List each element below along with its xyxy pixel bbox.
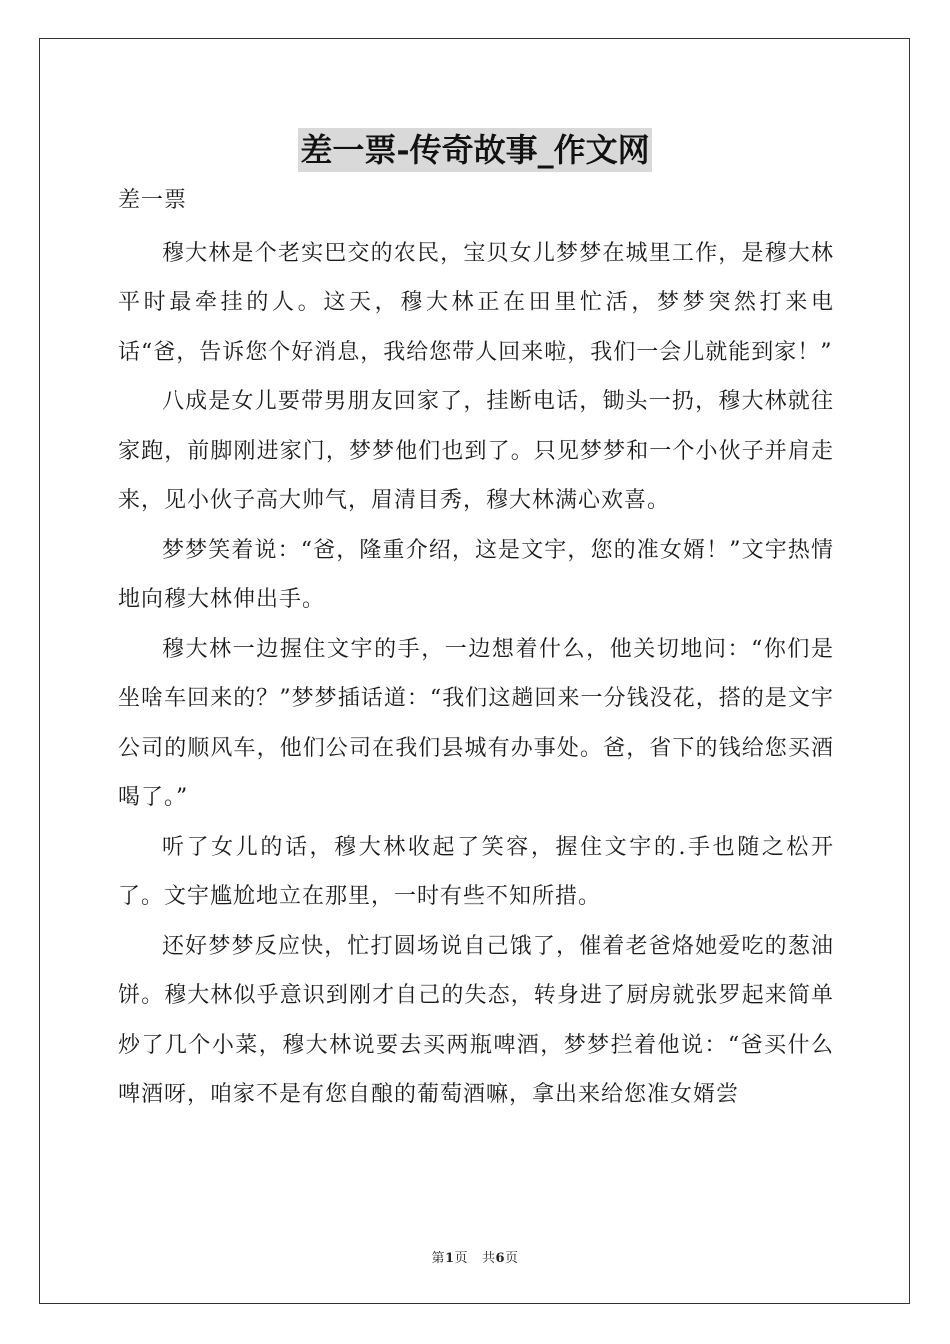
document-title [0, 128, 950, 178]
page-number-current: 1 [444, 1251, 455, 1266]
paragraph: 穆大林一边握住文宇的手，一边想着什么，他关切地问：“你们是坐啥车回来的？”梦梦插话道：“我们这趟回来一分钱没花，搭的是文宇公司的顺风车，他们公司在我们县城有办事处。爸，省下的钱给您买酒喝了。” [118, 636, 834, 810]
paragraph: 还好梦梦反应快，忙打圆场说自己饿了，催着老爸烙她爱吃的葱油饼。穆大林似乎意识到刚才自己的失态，转身进了厨房就张罗起来简单炒了几个小菜，穆大林说要去买两瓶啤酒，梦梦拦着他说：“爸买什么啤酒呀，咱家不是有您自酿的葡萄酒嘛，拿出来给您准女婿尝 [118, 933, 834, 1107]
story-subtitle: 差一票 [118, 188, 188, 213]
paragraph: 听了女儿的话，穆大林收起了笑容，握住文宇的.手也随之松开了。文宇尴尬地立在那里，一时有些不知所措。 [118, 834, 834, 909]
page-total-count: 6 [495, 1251, 506, 1266]
page-total-prefix: 共 [481, 1251, 496, 1266]
paragraph: 梦梦笑着说：“爸，隆重介绍，这是文宇，您的准女婿！”文宇热情地向穆大林伸出手。 [118, 537, 834, 612]
page-total-suffix: 页 [505, 1251, 519, 1266]
page-footer [0, 1247, 950, 1266]
document-body [118, 176, 834, 1120]
paragraph: 穆大林是个老实巴交的农民，宝贝女儿梦梦在城里工作，是穆大林平时最牵挂的人。这天，穆大林正在田里忙活，梦梦突然打来电话“爸，告诉您个好消息，我给您带人回来啦，我们一会儿就能到家！” [118, 240, 834, 365]
paragraph: 八成是女儿要带男朋友回家了，挂断电话，锄头一扔，穆大林就往家跑，前脚刚进家门，梦梦他们也到了。只见梦梦和一个小伙子并肩走来，见小伙子高大帅气，眉清目秀，穆大林满心欢喜。 [118, 389, 834, 513]
page-number-prefix: 第 [431, 1251, 445, 1266]
document-title-text: 差一票-传奇故事_作文网 [298, 128, 651, 172]
page-number-suffix: 页 [454, 1251, 469, 1266]
